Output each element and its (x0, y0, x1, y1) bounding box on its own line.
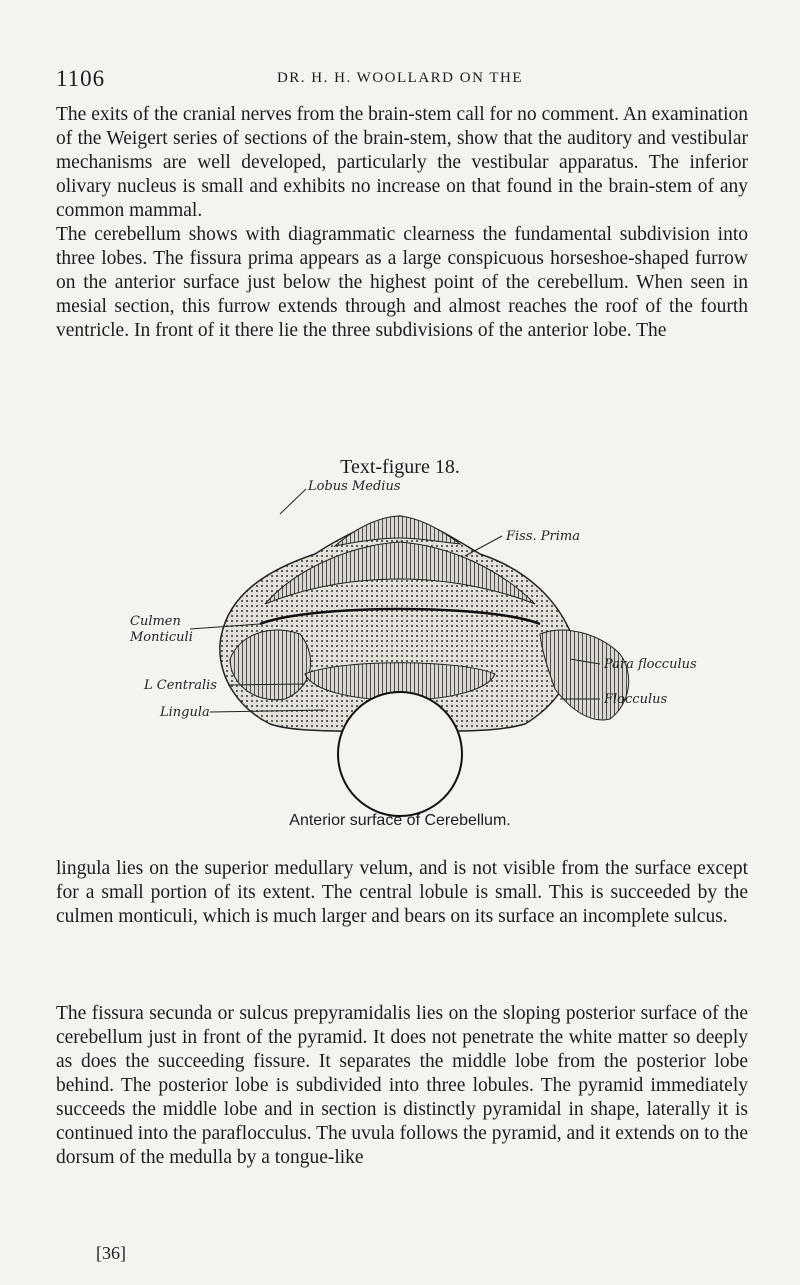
label-para-flocculus: Para flocculus (604, 657, 697, 672)
paragraph-cerebellum: The cerebellum shows with diagrammatic clearness the fundamental subdivision into three lobes. The fissura prima appears as a large conspicuous horseshoe-shaped furrow on the anterior surface just below the highest point of the cerebellum. When seen in mesial section, this furrow extends through and almost reaches the roof of the fourth ventricle. In front of it there lie the three subdivisions of the anterior lobe. The (56, 224, 748, 341)
label-monticuli: Monticuli (130, 630, 193, 645)
figure-caption: Anterior surface of Cerebellum. (289, 812, 511, 829)
page-number: 1106 (56, 66, 106, 91)
label-lobus-medius: Lobus Medius (308, 479, 401, 494)
paragraph-cranial-nerves: The exits of the cranial nerves from the brain-stem call for no comment. An examination of the Weigert series of sections of the brain-stem, show that the auditory and vestibular mechanisms are well developed, particularly the vestibular apparatus. The inferior olivary nucleus is small and exhibits no increase on that found in the brain-stem of any common mammal. (56, 104, 748, 221)
cerebellum-figure (130, 479, 697, 812)
paragraph-lingula: lingula lies on the superior medullary velum, and is not visible from the surface except for a small portion of its extent. The central lobule is small. This is succeeded by the culmen monticuli, which is much larger and bears on its surface an incomplete sulcus. (56, 858, 748, 927)
label-flocculus: Flocculus (604, 692, 668, 707)
plate-mark: [36] (96, 1243, 126, 1263)
label-fiss-prima: Fiss. Prima (506, 529, 580, 544)
label-lingula: Lingula (160, 705, 210, 720)
paragraph-fissura-secunda: The fissura secunda or sulcus prepyramidalis lies on the sloping posterior surface of the cerebellum just in front of the pyramid. It does not penetrate the white matter so deeply as does the succeeding fissure. It separates the middle lobe from the posterior lobe behind. The posterior lobe is subdivided into three lobules. The pyramid immediately succeeds the middle lobe and in section is distinctly pyramidal in shape, laterally it is continued into the paraflocculus. The uvula follows the pyramid, and it extends on to the dorsum of the medulla by a tongue-like (56, 1003, 748, 1168)
label-culmen: Culmen (130, 614, 181, 629)
figure-title: Text-figure 18. (340, 456, 460, 478)
running-head: DR. H. H. WOOLLARD ON THE (276, 70, 524, 86)
brain-stem-section (338, 692, 462, 816)
label-l-centralis: L Centralis (144, 678, 217, 693)
